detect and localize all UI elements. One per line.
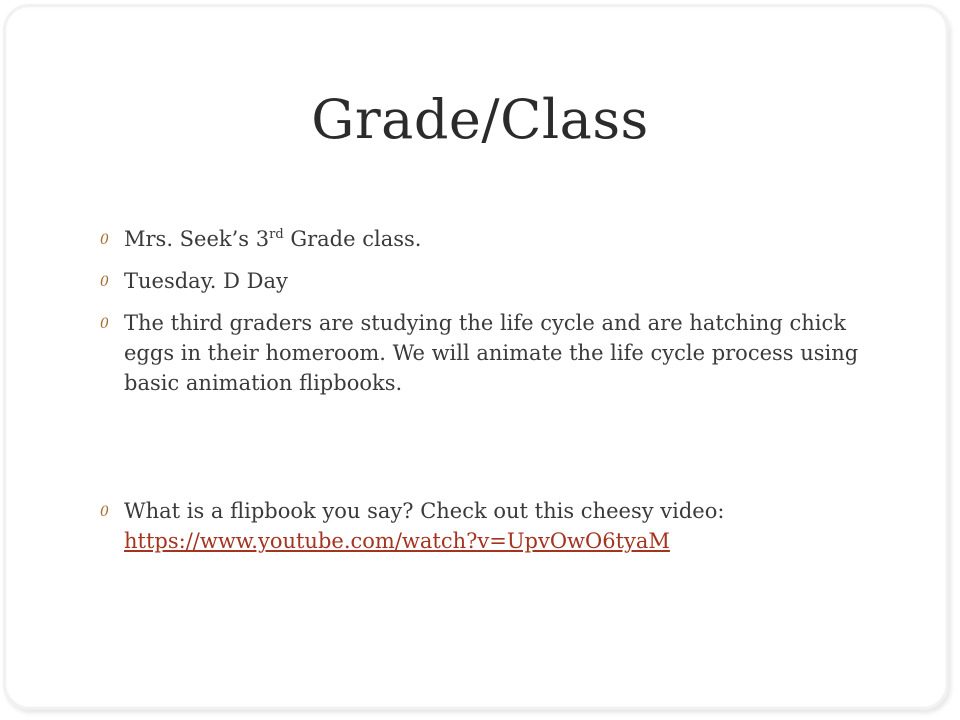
bullet-text: What is a flipbook you say? Check out this cheesy video: <box>124 499 725 523</box>
bullet-marker: 0 <box>100 316 109 332</box>
bullet-text-end: Grade class. <box>283 227 422 251</box>
bullet-item-class <box>100 224 860 254</box>
spacer <box>100 410 860 496</box>
bullet-item-day <box>100 266 860 296</box>
bullet-marker: 0 <box>100 274 109 290</box>
bullet-text: Mrs. Seek’s 3 <box>124 227 270 251</box>
bullet-item-description <box>100 308 860 398</box>
bullet-superscript: rd <box>269 227 284 242</box>
slide-title: Grade/Class <box>311 88 649 151</box>
bullet-item-video <box>100 496 860 556</box>
bullet-marker: 0 <box>100 504 109 520</box>
video-link[interactable]: https://www.youtube.com/watch?v=UpvOwO6tyaM <box>124 529 670 553</box>
slide-body <box>100 224 860 568</box>
bullet-marker: 0 <box>100 232 109 248</box>
bullet-text: The third graders are studying the life cycle and are hatching chick eggs in their homeroom. We will animate the life cycle process using basic animation flipbooks. <box>124 311 859 395</box>
bullet-text: Tuesday. D Day <box>124 269 288 293</box>
